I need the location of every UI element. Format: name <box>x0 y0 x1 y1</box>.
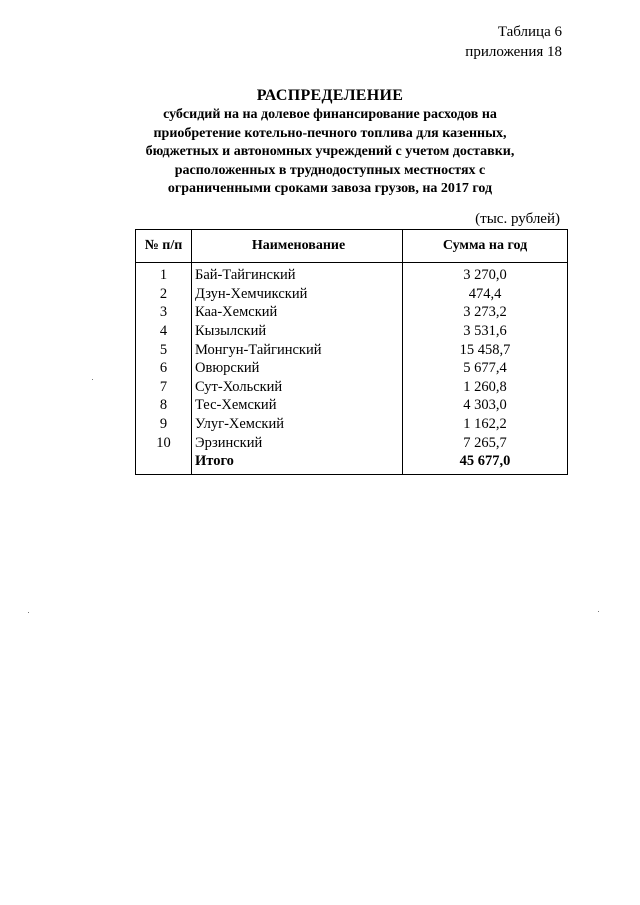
row-name: Овюрский <box>192 359 403 378</box>
row-name: Кызылский <box>192 322 403 341</box>
subtitle-line: субсидий на на долевое финансирование расходов на <box>163 107 497 122</box>
row-sum: 3 270,0 <box>403 263 568 285</box>
table-row <box>136 340 568 359</box>
distribution-table <box>135 229 568 475</box>
table-row <box>136 433 568 452</box>
document-title <box>120 86 540 199</box>
title-main: РАСПРЕДЕЛЕНИЕ <box>256 87 404 104</box>
scan-speck <box>598 611 599 612</box>
units-label: (тыс. рублей) <box>475 211 560 227</box>
row-name: Каа-Хемский <box>192 303 403 322</box>
row-sum: 5 677,4 <box>403 359 568 378</box>
row-num: 10 <box>136 433 192 452</box>
table-row <box>136 285 568 304</box>
subtitle-line: бюджетных и автономных учреждений с учетом доставки, <box>145 144 515 159</box>
row-name: Дзун-Хемчикский <box>192 285 403 304</box>
row-num: 1 <box>136 263 192 285</box>
row-num: 5 <box>136 340 192 359</box>
table-row <box>136 303 568 322</box>
total-num-cell <box>136 452 192 475</box>
row-sum: 15 458,7 <box>403 340 568 359</box>
table-row <box>136 263 568 285</box>
table-row <box>136 322 568 341</box>
row-num: 3 <box>136 303 192 322</box>
row-sum: 1 260,8 <box>403 378 568 397</box>
table-total-row <box>136 452 568 475</box>
title-subtitle <box>120 106 540 199</box>
row-sum: 7 265,7 <box>403 433 568 452</box>
total-sum: 45 677,0 <box>403 452 568 475</box>
table-row <box>136 359 568 378</box>
scan-speck <box>92 379 93 380</box>
row-num: 8 <box>136 396 192 415</box>
row-name: Сут-Хольский <box>192 378 403 397</box>
table-number: Таблица 6 <box>497 24 562 40</box>
row-sum: 3 531,6 <box>403 322 568 341</box>
scan-speck <box>28 612 29 613</box>
subtitle-line: приобретение котельно-печного топлива для казенных, <box>153 125 507 141</box>
header-sum: Сумма на год <box>403 230 568 263</box>
subtitle-line: расположенных в труднодоступных местностях с <box>174 162 486 178</box>
table-header-row <box>136 230 568 263</box>
row-sum: 4 303,0 <box>403 396 568 415</box>
row-num: 7 <box>136 378 192 397</box>
row-num: 4 <box>136 322 192 341</box>
appendix-reference: приложения 18 <box>465 44 562 60</box>
row-sum: 1 162,2 <box>403 415 568 434</box>
table-reference <box>465 22 562 62</box>
total-label: Итого <box>192 452 403 475</box>
row-name: Эрзинский <box>192 433 403 452</box>
header-num: № п/п <box>136 230 192 263</box>
row-name: Тес-Хемский <box>192 396 403 415</box>
header-name: Наименование <box>192 230 403 263</box>
subtitle-line: ограниченными сроками завоза грузов, на 2017 год <box>167 181 493 196</box>
row-name: Бай-Тайгинский <box>192 263 403 285</box>
table-row <box>136 378 568 397</box>
row-sum: 3 273,2 <box>403 303 568 322</box>
row-sum: 474,4 <box>403 285 568 304</box>
table-row <box>136 415 568 434</box>
row-name: Монгун-Тайгинский <box>192 340 403 359</box>
row-name: Улуг-Хемский <box>192 415 403 434</box>
row-num: 6 <box>136 359 192 378</box>
row-num: 9 <box>136 415 192 434</box>
row-num: 2 <box>136 285 192 304</box>
table-row <box>136 396 568 415</box>
